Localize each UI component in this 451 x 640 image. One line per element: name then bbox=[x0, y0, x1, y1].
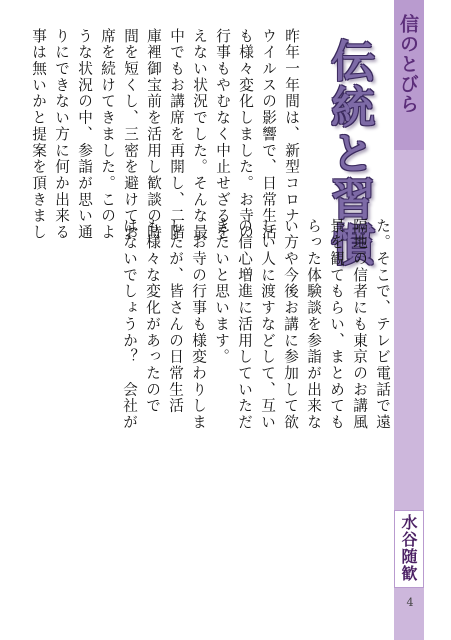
body-column-u8: 間を短くし、三密を避けてお bbox=[122, 28, 139, 241]
body-column-l1: た。そこで、テレビ電話で遠 bbox=[374, 218, 391, 431]
body-column-l5: い方や今後お講に参加して欲 bbox=[282, 218, 299, 431]
body-column-u5: えない状況でした。そんな最 bbox=[191, 28, 208, 241]
body-column-l7: の信心増進に活用していただ bbox=[236, 218, 253, 431]
body-column-l2: 隔地の信者にも東京のお講風 bbox=[351, 218, 368, 431]
body-column-l6: しい人に渡すなどして、互い bbox=[259, 218, 276, 431]
body-column-u10: うな状況の中、参詣が思い通 bbox=[76, 28, 93, 241]
body-column-u4: 行事もやむなく中止せざるを bbox=[214, 28, 231, 241]
series-label: 信のとびら bbox=[397, 14, 419, 114]
body-column-l12: はないでしょうか？ 会社が bbox=[121, 218, 138, 431]
body-column-u11: りにできない方に何か出来る bbox=[53, 28, 70, 241]
body-column-u2: ウイルスの影響で、日常生活 bbox=[260, 28, 277, 241]
body-column-u9: 席を続けてきました。このよ bbox=[99, 28, 116, 241]
author-name: 水谷随歓 bbox=[399, 514, 418, 582]
body-column-u7: 庫裡御宝前を活用し歓談の時 bbox=[145, 28, 162, 241]
body-column-l8: きたいと思います。 bbox=[213, 218, 230, 366]
article-title: 伝統と習慣 bbox=[323, 38, 374, 268]
body-column-u6: 中でもお講席を再開し、二階 bbox=[168, 28, 185, 241]
body-column-u12: 事は無いかと提案を頂きまし bbox=[30, 28, 47, 241]
body-column-l10: したが、皆さんの日常生活 bbox=[167, 218, 184, 415]
body-column-l11: も様々な変化があったので bbox=[144, 218, 161, 415]
body-column-u1: 昨年一年間は、新型コロナ bbox=[283, 28, 300, 225]
body-column-l9: お寺の行事も様変わりしま bbox=[190, 218, 207, 431]
body-column-l3: 景を観てもらい、まとめても bbox=[328, 218, 345, 431]
body-column-u3: も様々変化しました。お寺の bbox=[237, 28, 254, 241]
page-number: 4 bbox=[406, 596, 414, 609]
body-column-l4: らった体験談を参詣が出来な bbox=[305, 218, 322, 431]
